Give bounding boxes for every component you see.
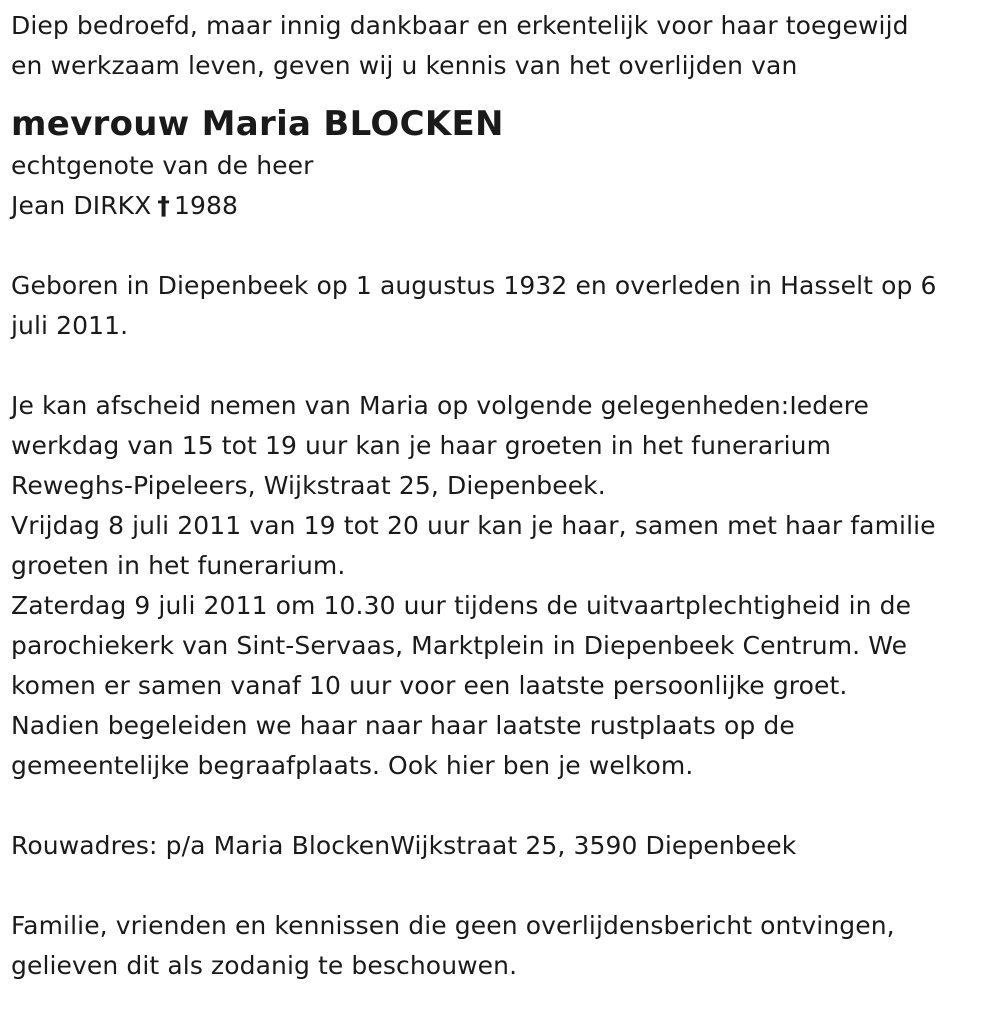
farewell-line: gemeentelijke begraafplaats. Ook hier ben je welkom. xyxy=(11,751,694,780)
birth-death-line-2: juli 2011. xyxy=(11,311,129,340)
spouse-line xyxy=(11,186,991,226)
spacer xyxy=(11,346,991,386)
farewell-line: groeten in het funerarium. xyxy=(11,551,346,580)
deceased-name: mevrouw Maria BLOCKEN xyxy=(11,104,504,144)
spouse-name: Jean DIRKX xyxy=(11,191,152,220)
spacer xyxy=(11,786,991,826)
closing-line-1: Familie, vrienden en kennissen die geen overlijdensbericht ontvingen, xyxy=(11,911,895,940)
spacer xyxy=(11,866,991,906)
closing-line-2: gelieven dit als zodanig te beschouwen. xyxy=(11,951,518,980)
spouse-relation: echtgenote van de heer xyxy=(11,151,314,180)
obituary-document xyxy=(11,6,991,986)
spouse-death-year: 1988 xyxy=(174,191,239,220)
farewell-line: parochiekerk van Sint-Servaas, Marktplein in Diepenbeek Centrum. We xyxy=(11,631,908,660)
spacer xyxy=(11,226,991,266)
farewell-line: Zaterdag 9 juli 2011 om 10.30 uur tijdens de uitvaartplechtigheid in de xyxy=(11,591,912,620)
intro-line-2: en werkzaam leven, geven wij u kennis van het overlijden van xyxy=(11,51,798,80)
farewell-line: werkdag van 15 tot 19 uur kan je haar groeten in het funerarium xyxy=(11,431,832,460)
mourning-address: Rouwadres: p/a Maria BlockenWijkstraat 25, 3590 Diepenbeek xyxy=(11,831,797,860)
farewell-line: Je kan afscheid nemen van Maria op volgende gelegenheden:Iedere xyxy=(11,391,870,420)
intro-line-1: Diep bedroefd, maar innig dankbaar en erkentelijk voor haar toegewijd xyxy=(11,11,909,40)
birth-death-line-1: Geboren in Diepenbeek op 1 augustus 1932 en overleden in Hasselt op 6 xyxy=(11,271,937,300)
farewell-line: komen er samen vanaf 10 uur voor een laatste persoonlijke groet. xyxy=(11,671,848,700)
farewell-line: Vrijdag 8 juli 2011 van 19 tot 20 uur kan je haar, samen met haar familie xyxy=(11,511,936,540)
farewell-line: Reweghs-Pipeleers, Wijkstraat 25, Diepenbeek. xyxy=(11,471,606,500)
farewell-line: Nadien begeleiden we haar naar haar laatste rustplaats op de xyxy=(11,711,795,740)
cross-icon: † xyxy=(157,191,170,220)
